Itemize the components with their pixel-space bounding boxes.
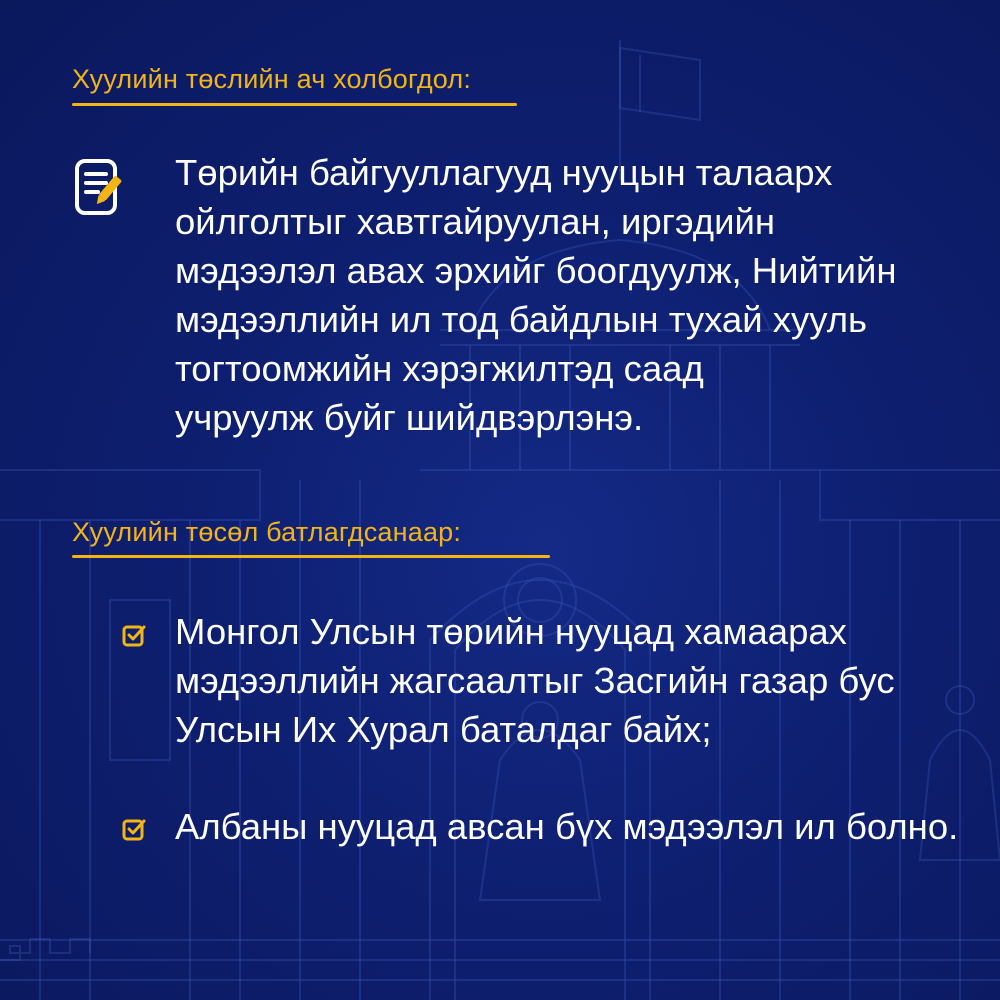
outcome-line: мэдээллийн жагсаалтыг Засгийн газар бус (175, 660, 895, 701)
heading-underline (72, 103, 517, 106)
paragraph-line: учруулж буйг шийдвэрлэнэ. (175, 397, 644, 438)
outcome-item (175, 802, 965, 851)
paragraph-line: мэдээлэл авах эрхийг боогдуулж, Нийтийн (175, 250, 897, 291)
section-heading-significance: Хуулийн төслийн ач холбогдол: (72, 64, 472, 94)
paragraph-line: мэдээллийн ил тод байдлын тухай хууль (175, 299, 868, 340)
outcome-item (175, 607, 965, 754)
checkbox-icon (122, 818, 146, 842)
significance-paragraph (175, 148, 915, 442)
checkbox-icon (122, 624, 146, 648)
outcome-line: Албаны нууцад авсан бүх мэдээлэл ил болно. (175, 806, 959, 847)
section-heading-outcomes: Хуулийн төсөл батлагдсанаар: (72, 517, 462, 547)
outcome-line: Монгол Улсын төрийн нууцад хамаарах (175, 611, 847, 652)
document-pen-icon (74, 158, 130, 218)
paragraph-line: ойлголтыг хавтгайруулан, иргэдийн (175, 201, 776, 242)
heading-underline (72, 555, 550, 558)
paragraph-line: Төрийн байгууллагууд нууцын талаарх (175, 152, 833, 193)
outcome-line: Улсын Их Хурал баталдаг байх; (175, 709, 712, 750)
paragraph-line: тогтоомжийн хэрэгжилтэд саад (175, 348, 704, 389)
